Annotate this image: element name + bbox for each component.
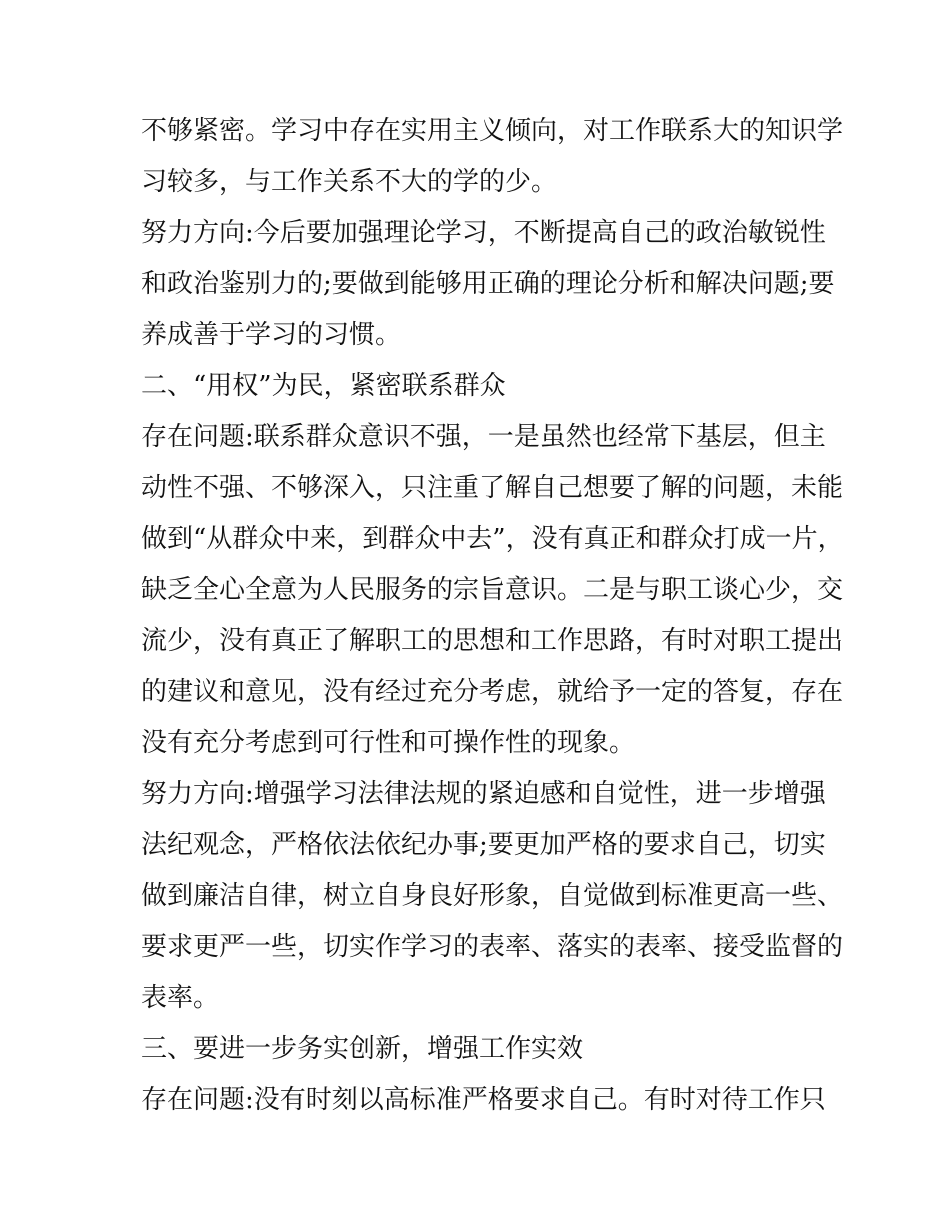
text-line: 做到廉洁自律，树立自身良好形象，自觉做到标准更高一些、: [141, 881, 844, 911]
paragraph-learning-problem: [141, 106, 844, 208]
text-line: 努力方向:增强学习法律法规的紧迫感和自觉性，进一步增强: [141, 779, 826, 809]
text-line: 没有充分考虑到可行性和可操作性的现象。: [141, 728, 636, 758]
text-line: 要求更严一些，切实作学习的表率、落实的表率、接受监督的: [141, 932, 844, 962]
text-line: 不够紧密。学习中存在实用主义倾向，对工作联系大的知识学: [141, 116, 844, 146]
text-line: 和政治鉴别力的;要做到能够用正确的理论分析和解决问题;要: [141, 269, 835, 299]
heading-line: 三、要进一步务实创新，增强工作实效: [141, 1034, 584, 1064]
text-line: 养成善于学习的习惯。: [141, 320, 402, 350]
section-heading-2: [141, 361, 821, 412]
text-line: 流少，没有真正了解职工的思想和工作思路，有时对职工提出: [141, 626, 844, 656]
heading-line: 二、“用权”为民，紧密联系群众: [141, 371, 506, 401]
text-line: 存在问题:联系群众意识不强，一是虽然也经常下基层，但主: [141, 422, 826, 452]
paragraph-learning-direction: [141, 208, 835, 361]
document-body: [141, 106, 844, 1126]
text-line: 动性不强、不够深入，只注重了解自己想要了解的问题，未能: [141, 473, 844, 503]
text-line: 表率。: [141, 983, 220, 1013]
text-line: 努力方向:今后要加强理论学习，不断提高自己的政治敏锐性: [141, 218, 826, 248]
text-line: 做到“从群众中来，到群众中去”，没有真正和群众打成一片，: [141, 524, 844, 554]
paragraph-innovation-problem: [141, 1075, 826, 1126]
paragraph-masses-problem: [141, 412, 844, 769]
text-line: 法纪观念，严格依法依纪办事;要更加严格的要求自己，切实: [141, 830, 826, 860]
paragraph-masses-direction: [141, 769, 844, 1024]
text-line: 缺乏全心全意为人民服务的宗旨意识。二是与职工谈心少，交: [141, 575, 844, 605]
text-line: 存在问题:没有时刻以高标准严格要求自己。有时对待工作只: [141, 1085, 826, 1115]
section-heading-3: [141, 1024, 821, 1075]
text-line: 的建议和意见，没有经过充分考虑，就给予一定的答复，存在: [141, 677, 844, 707]
text-line: 习较多，与工作关系不大的学的少。: [141, 167, 558, 197]
